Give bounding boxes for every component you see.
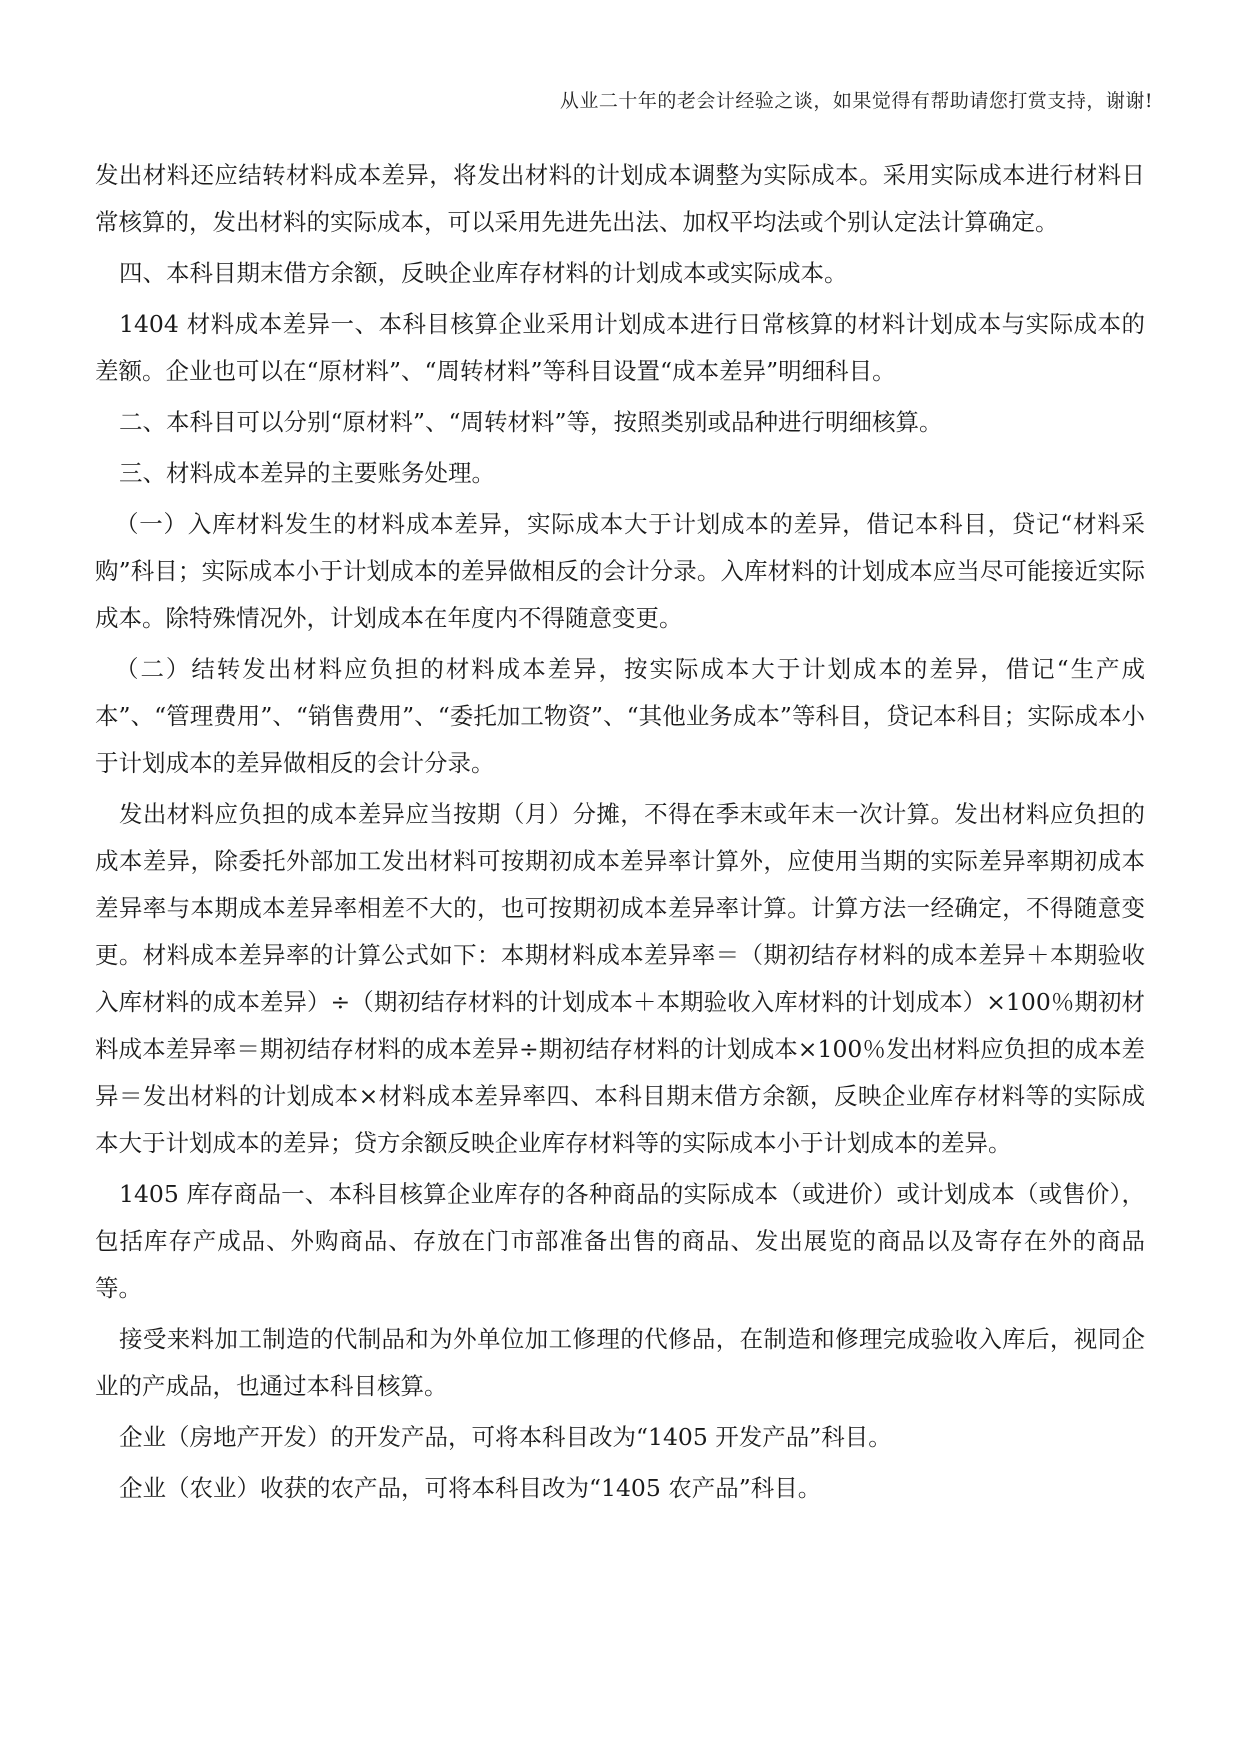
paragraph-11: 企业（房地产开发）的开发产品，可将本科目改为“1405 开发产品”科目。: [119, 1423, 892, 1451]
paragraph-7: （二）结转发出材料应负担的材料成本差异，按实际成本大于计划成本的差异，借记“生产成本”、“管理费用”、“销售费用”、“委托加工物资”、“其他业务成本”等科目，贷记本科目；实际成本小于计划成本的差异做相反的会计分录。: [95, 655, 1145, 777]
document-body: [95, 152, 1145, 1516]
paragraph-6: （一）入库材料发生的材料成本差异，实际成本大于计划成本的差异，借记本科目，贷记“材料采购”科目；实际成本小于计划成本的差异做相反的会计分录。入库材料的计划成本应当尽可能接近实际成本。除特殊情况外，计划成本在年度内不得随意变更。: [95, 510, 1145, 632]
paragraph-12: 企业（农业）收获的农产品，可将本科目改为“1405 农产品”科目。: [119, 1474, 822, 1502]
paragraph-10: 接受来料加工制造的代制品和为外单位加工修理的代修品，在制造和修理完成验收入库后，视同企业的产成品，也通过本科目核算。: [95, 1325, 1145, 1400]
paragraph-2: 四、本科目期末借方余额，反映企业库存材料的计划成本或实际成本。: [119, 259, 848, 287]
paragraph-3: 1404 材料成本差异一、本科目核算企业采用计划成本进行日常核算的材料计划成本与实际成本的差额。企业也可以在“原材料”、“周转材料”等科目设置“成本差异”明细科目。: [95, 310, 1145, 385]
paragraph-8: 发出材料应负担的成本差异应当按期（月）分摊，不得在季末或年末一次计算。发出材料应负担的成本差异，除委托外部加工发出材料可按期初成本差异率计算外，应使用当期的实际差异率期初成本差异率与本期成本差异率相差不大的，也可按期初成本差异率计算。计算方法一经确定，不得随意变更。材料成本差异率的计算公式如下：本期材料成本差异率＝（期初结存材料的成本差异＋本期验收入库材料的成本差异）÷（期初结存材料的计划成本＋本期验收入库材料的计划成本）×100％期初材料成本差异率＝期初结存材料的成本差异÷期初结存材料的计划成本×100％发出材料应负担的成本差异＝发出材料的计划成本×材料成本差异率四、本科目期末借方余额，反映企业库存材料等的实际成本大于计划成本的差异；贷方余额反映企业库存材料等的实际成本小于计划成本的差异。: [95, 800, 1145, 1157]
paragraph-9: 1405 库存商品一、本科目核算企业库存的各种商品的实际成本（或进价）或计划成本（或售价），包括库存产成品、外购商品、存放在门市部准备出售的商品、发出展览的商品以及寄存在外的商品等。: [95, 1180, 1145, 1302]
paragraph-1: 发出材料还应结转材料成本差异，将发出材料的计划成本调整为实际成本。采用实际成本进行材料日常核算的，发出材料的实际成本，可以采用先进先出法、加权平均法或个别认定法计算确定。: [95, 161, 1145, 236]
paragraph-5: 三、材料成本差异的主要账务处理。: [119, 459, 495, 487]
paragraph-4: 二、本科目可以分别“原材料”、“周转材料”等，按照类别或品种进行明细核算。: [119, 408, 943, 436]
page-header-note: 从业二十年的老会计经验之谈，如果觉得有帮助请您打赏支持，谢谢!: [559, 90, 1153, 112]
